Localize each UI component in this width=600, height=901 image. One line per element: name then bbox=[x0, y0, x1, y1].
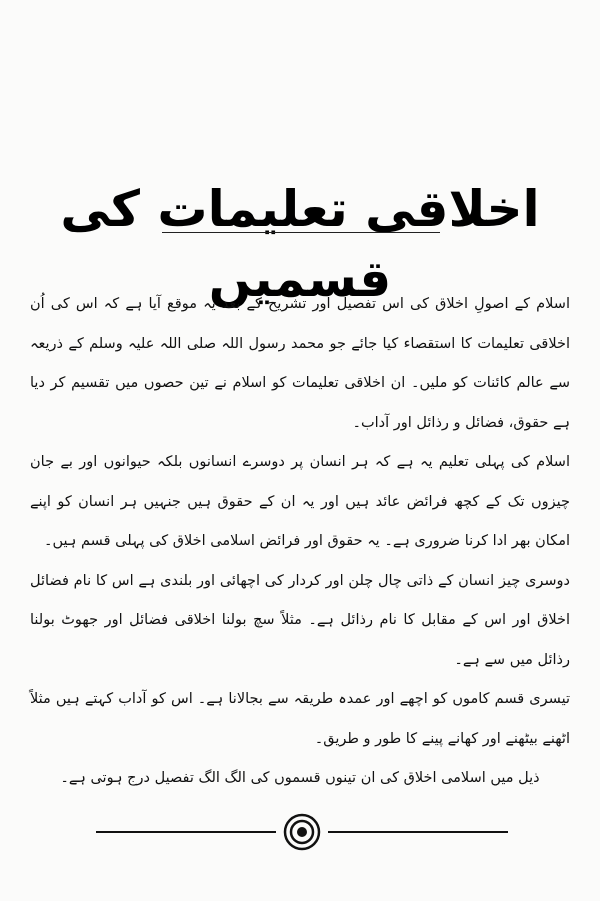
body-text bbox=[30, 285, 570, 799]
paragraph-conclusion: ذیل میں اسلامی اخلاق کی ان تینوں قسموں کی الگ الگ تفصیل درج ہوتی ہے۔ bbox=[60, 770, 540, 786]
paragraph-rights: اسلام کی پہلی تعلیم یہ ہے کہ ہر انسان پر دوسرے انسانوں بلکہ حیوانوں اور بے جان چیزوں تک کے کچھ فرائض عائد ہیں اور یہ ان کے حقوق ہیں جنہیں ہر انسان کو اپنے امکان بھر ادا کرنا ضروری ہے۔ یہ حقوق اور فرائض اسلامی اخلاق کی پہلی قسم ہیں۔ bbox=[30, 454, 570, 549]
title-underline bbox=[162, 232, 440, 233]
section-divider bbox=[96, 812, 508, 852]
page-title: اخلاقی تعلیمات کی قسمیں bbox=[60, 179, 540, 308]
paragraph-virtues: دوسری چیز انسان کے ذاتی چال چلن اور کردار کی اچھائی اور بلندی ہے اس کا نام فضائل اخلاق اور اس کے مقابل کا نام رذائل ہے۔ مثلاً سچ بولنا اخلاقی فضائل اور جھوٹ بولنا رذائل میں سے ہے۔ bbox=[30, 572, 570, 668]
paragraph-intro: اسلام کے اصولِ اخلاق کی اس تفصیل اور تشریح کے بعد یہ موقع آیا ہے کہ اس کی اُن اخلاقی تعلیمات کا استقصاء کیا جائے جو محمد رسول اللہ صلی اللہ علیہ وسلم کے ذریعہ سے عالم کائنات کو ملیں۔ ان اخلاقی تعلیمات کو اسلام نے تین حصوں میں تقسیم کر دیا ہے حقوق، فضائل و رذائل اور آداب۔ bbox=[30, 296, 570, 431]
paragraph-manners: تیسری قسم کاموں کو اچھے اور عمدہ طریقہ سے بجالانا ہے۔ اس کو آداب کہتے ہیں مثلاً اٹھنے بیٹھنے اور کھانے پینے کا طور و طریق۔ bbox=[30, 691, 570, 747]
concentric-circle-ornament-icon bbox=[282, 812, 322, 852]
divider-line-right bbox=[328, 831, 508, 833]
divider-line-left bbox=[96, 831, 276, 833]
